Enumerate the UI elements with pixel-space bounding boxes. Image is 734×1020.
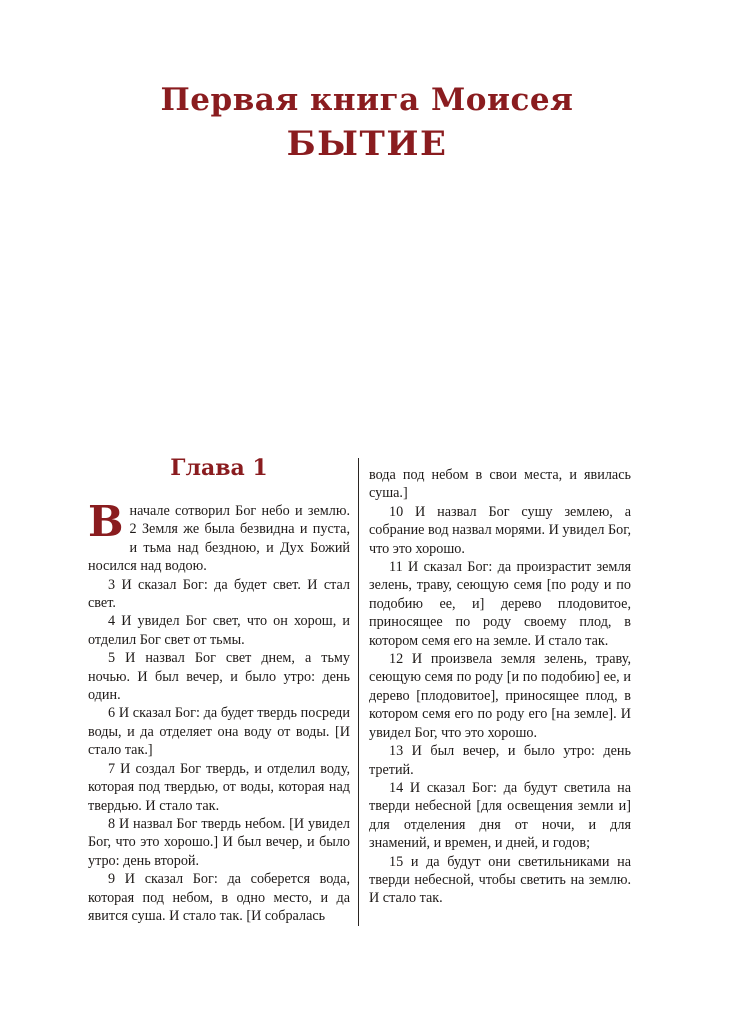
verse-text: начале сотворил Бог небо и землю. 2 Земля же была безвидна и пуста, и тьма над бездною, и Дух Божий носился над водою.: [88, 503, 350, 575]
verse-paragraph: 5 И назвал Бог свет днем, а тьму ночью. И был вечер, и было утро: день один.: [88, 650, 350, 704]
verse-paragraph: [88, 497, 350, 576]
right-column: [369, 466, 631, 908]
verse-paragraph: 8 И назвал Бог твердь небом. [И увидел Бог, что это хорошо.] И был вечер, и было утро: день второй.: [88, 815, 350, 869]
book-title: Первая книга Моисея: [160, 82, 574, 118]
verse-paragraph: 7 И создал Бог твердь, и отделил воду, которая под твердью, от воды, которая над твердью. И стало так.: [88, 760, 350, 814]
verse-paragraph: 3 И сказал Бог: да будет свет. И стал свет.: [88, 576, 350, 612]
book-subtitle: БЫТИЕ: [286, 124, 448, 164]
verse-paragraph: 11 И сказал Бог: да произрастит земля зелень, траву, сеющую семя [по роду и по подобию ее, и] дерево плодовитое, приносящее по роду своему плод, в котором семя его на земле. И стало так.: [369, 559, 631, 649]
chapter-title: Глава 1: [170, 455, 268, 481]
left-column: [88, 497, 350, 925]
verse-paragraph: 10 И назвал Бог сушу землею, а собрание вод назвал морями. И увидел Бог, что это хорошо.: [369, 503, 631, 557]
verse-paragraph: вода под небом в свои места, и явилась суша.]: [369, 467, 631, 502]
verse-paragraph: 9 И сказал Бог: да соберется вода, которая под небом, в одно место, и да явится суша. И стало так. [И собралась: [88, 871, 350, 924]
drop-cap: В: [88, 497, 124, 546]
verse-paragraph: 12 И произвела земля зелень, траву, сеющую семя по роду [и по подобию] ее, и дерево [плодовитое], приносящее плод, в котором семя его по роду его [на земле]. И увидел Бог, что это хорошо.: [369, 651, 631, 741]
verse-paragraph: 15 и да будут они светильниками на тверди небесной, чтобы светить на землю. И стало так.: [369, 853, 631, 907]
verse-paragraph: 14 И сказал Бог: да будут светила на тверди небесной [для освещения земли и] для отделения дня от ночи, и для знамений, и времен, и дней, и годов;: [369, 779, 631, 852]
verse-paragraph: 13 И был вечер, и было утро: день третий.: [369, 743, 631, 778]
verse-paragraph: 6 И сказал Бог: да будет твердь посреди воды, и да отделяет она воду от воды. [И стало так.]: [88, 705, 350, 759]
column-divider: [358, 458, 359, 926]
verse-paragraph: 4 И увидел Бог свет, что он хорош, и отделил Бог свет от тьмы.: [88, 613, 350, 648]
